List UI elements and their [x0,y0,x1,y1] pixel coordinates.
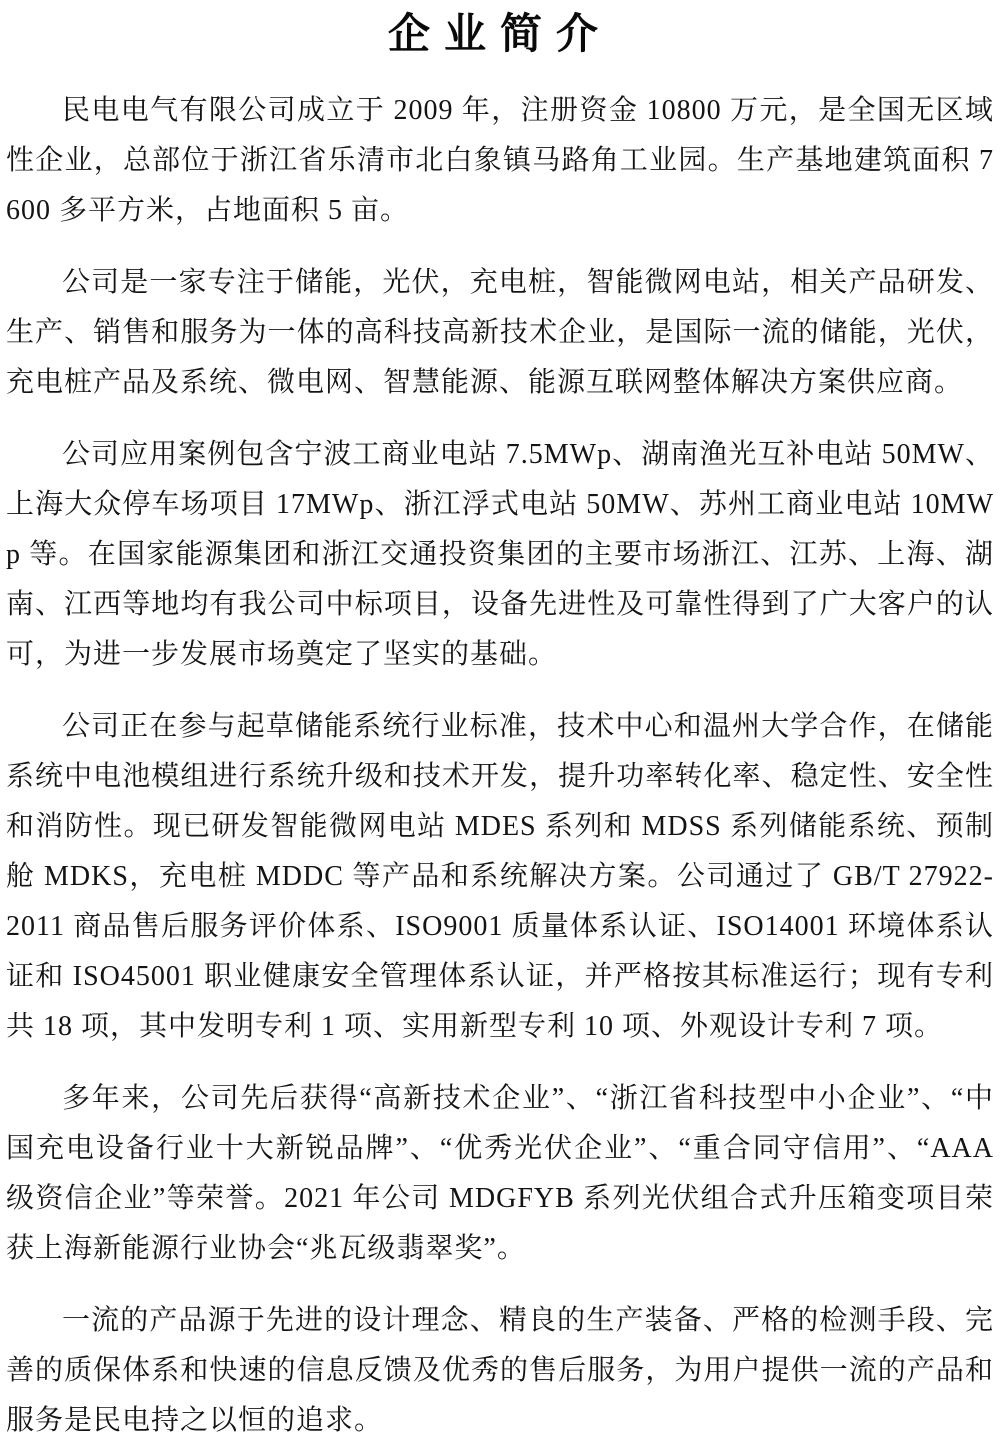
paragraph-company-founding: 民电电气有限公司成立于 2009 年，注册资金 10800 万元，是全国无区域性企业，总部位于浙江省乐清市北白象镇马路角工业园。生产基地建筑面积 7600 多平方米，占地面积 5 亩。 [6,95,994,226]
document-body [6,86,994,1446]
paragraph-application-cases: 公司应用案例包含宁波工商业电站 7.5MWp、湖南渔光互补电站 50MW、上海大众停车场项目 17MWp、浙江浮式电站 50MW、苏州工商业电站 10MWp 等。在国家能源集团和浙江交通投资集团的主要市场浙江、江苏、上海、湖南、江西等地均有我公司中标项目，设备先进性及可靠性得到了广大客户的认可，为进一步发展市场奠定了坚实的基础。 [6,439,994,670]
paragraph-rnd-certifications: 公司正在参与起草储能系统行业标准，技术中心和温州大学合作，在储能系统中电池模组进行系统升级和技术开发，提升功率转化率、稳定性、安全性和消防性。现已研发智能微网电站 MDES 系列和 MDSS 系列储能系统、预制舱 MDKS，充电桩 MDDC 等产品和系统解决方案。公司通过了 GB/T 27922-2011 商品售后服务评价体系、ISO9001 质量体系认证、ISO14001 环境体系认证和 ISO45001 职业健康安全管理体系认证，并严格按其标准运行；现有专利共 18 项，其中发明专利 1 项、实用新型专利 10 项、外观设计专利 7 项。 [6,711,994,1042]
paragraph-quality-commitment: 一流的产品源于先进的设计理念、精良的生产装备、严格的检测手段、完善的质保体系和快速的信息反馈及优秀的售后服务，为用户提供一流的产品和服务是民电持之以恒的追求。 [6,1305,994,1436]
paragraph-honors-awards: 多年来，公司先后获得“高新技术企业”、“浙江省科技型中小企业”、“中国充电设备行业十大新锐品牌”、“优秀光伏企业”、“重合同守信用”、“AAA 级资信企业”等荣誉。2021 年公司 MDGFYB 系列光伏组合式升压箱变项目荣获上海新能源行业协会“兆瓦级翡翠奖”。 [6,1083,994,1264]
paragraph-business-focus: 公司是一家专注于储能，光伏，充电桩，智能微网电站，相关产品研发、生产、销售和服务为一体的高科技高新技术企业，是国际一流的储能，光伏，充电桩产品及系统、微电网、智慧能源、能源互联网整体解决方案供应商。 [6,267,994,398]
page-title: 企业简介 [387,12,612,58]
